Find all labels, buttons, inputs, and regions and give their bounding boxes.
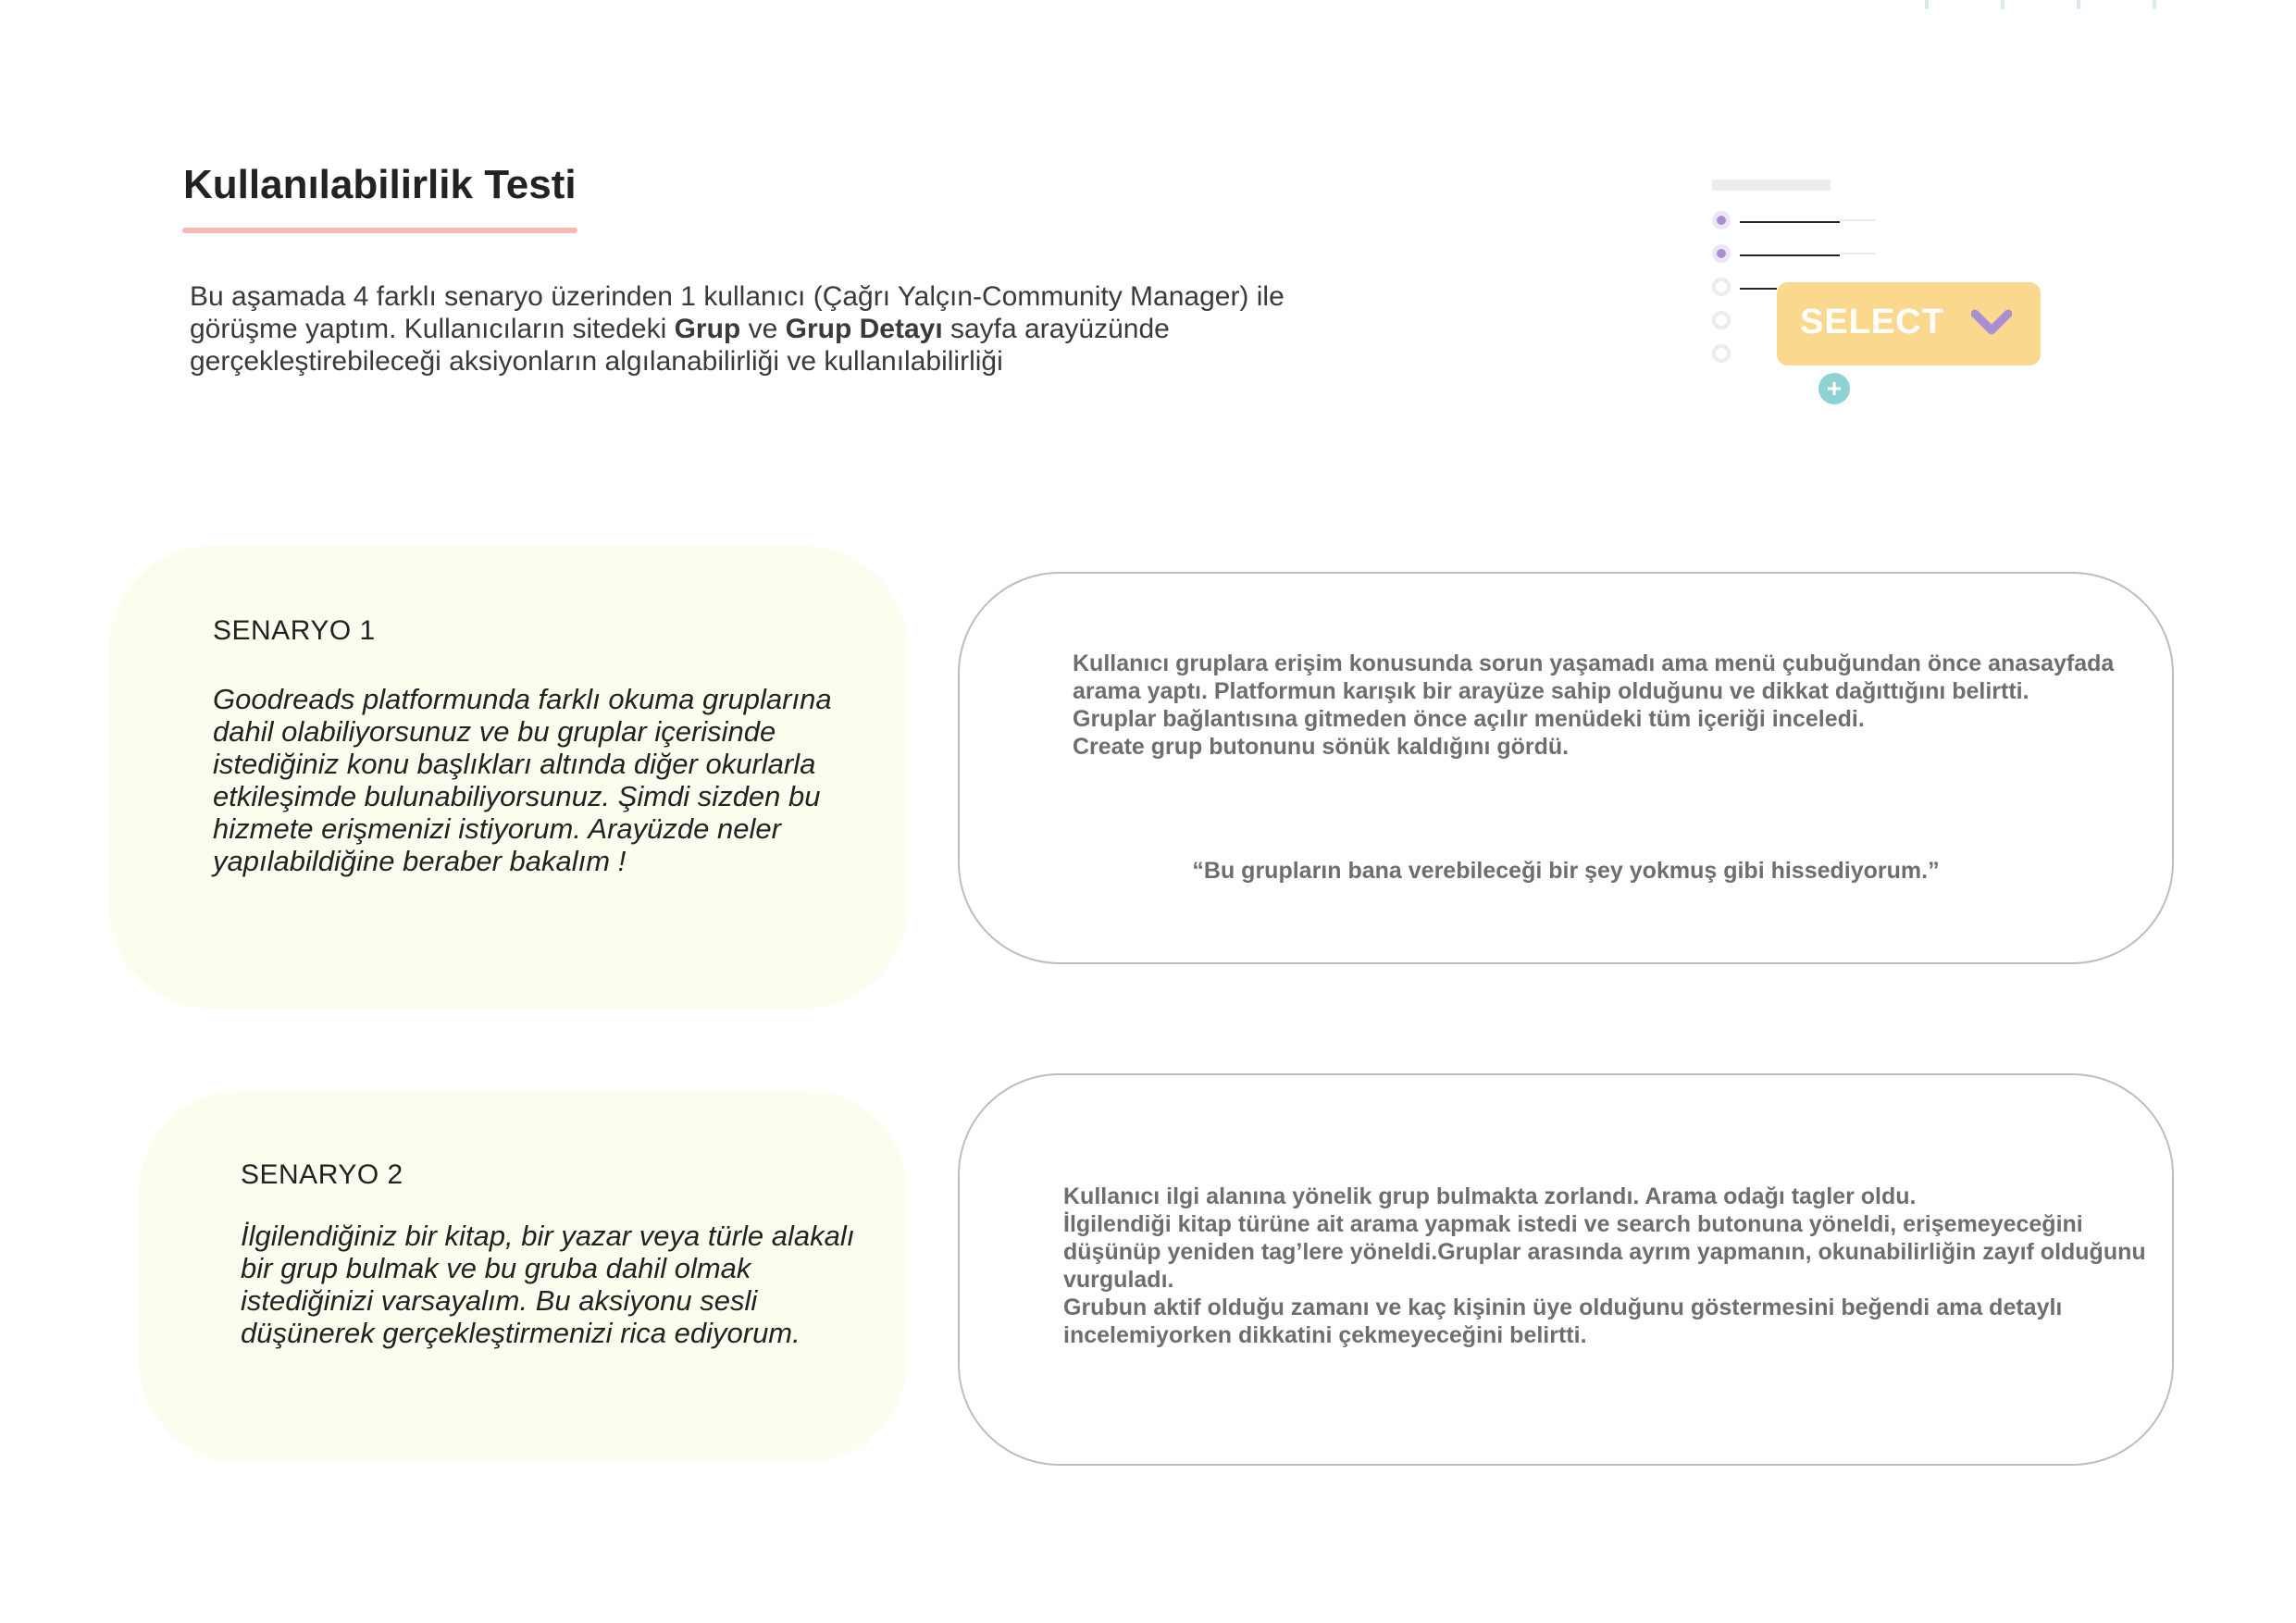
intro-text: Bu aşamada 4 farklı senaryo üzerinden 1 kullanıcı (Çağrı Yalçın-Community Manager) ile görüşme yaptım. Kullanıcıların sitedeki	[190, 281, 1285, 344]
select-label: SELECT	[1800, 303, 1944, 341]
intro-text: sayfa arayüzünde gerçekleştirebileceği aksiyonların algılanabilirliği ve kullanılabilirliği	[190, 314, 1170, 377]
radio-filled-icon	[1712, 211, 1731, 229]
radio-empty-icon	[1712, 311, 1731, 329]
title-underline	[182, 228, 577, 233]
intro-text: ve	[740, 314, 786, 344]
intro-paragraph	[190, 280, 1337, 378]
finding-text: Kullanıcı gruplara erişim konusunda sorun yaşamadı ama menü çubuğundan önce anasayfada arama yaptı. Platformun karışık bir arayüze sahip olduğunu ve dikkat dağıttığını belirtti. Gruplar bağlantısına gitmeden önce açılır menüdeki tüm içeriği inceledi. Create grup butonunu sönük kaldığını gördü.	[1073, 650, 2115, 760]
finding-text: Kullanıcı ilgi alanına yönelik grup bulmakta zorlandı. Arama odağı tagler oldu. İlgilendiği kitap türüne ait arama yapmak istedi ve search butonuna yöneldi, erişemeyeceğini düşünüp yeniden tag’lere yöneldi.Gruplar arasında ayrım yapmanın, okunabilirliğin zayıf olduğunu vurguladı. Grubun aktif olduğu zamanı ve kaç kişinin üye olduğunu göstermesini beğendi ama detaylı incelemiyorken dikkatini çekmeyeceğini belirtti.	[1063, 1183, 2146, 1348]
radio-filled-icon	[1712, 244, 1731, 263]
list-line	[1740, 254, 1840, 256]
top-decoration	[1925, 0, 2203, 11]
finding-card-1	[958, 572, 2174, 964]
list-line	[1740, 288, 1777, 290]
scenario-card-1	[109, 546, 907, 1009]
chevron-down-icon	[1971, 308, 2012, 338]
finding-card-2	[958, 1073, 2174, 1466]
intro-bold-grup-detayi: Grup Detayı	[785, 314, 943, 344]
scenario-title: SENARYO 2	[241, 1159, 403, 1190]
select-dropdown-illustration	[1777, 282, 2041, 365]
intro-bold-grup: Grup	[674, 314, 741, 344]
radio-empty-icon	[1712, 278, 1731, 296]
scenario-card-2	[139, 1090, 907, 1462]
scenario-title: SENARYO 1	[213, 615, 376, 646]
page-title: Kullanılabilirlik Testi	[183, 162, 577, 207]
plus-icon: +	[1818, 373, 1850, 404]
illustration-header-bar	[1712, 180, 1831, 191]
list-line	[1740, 221, 1840, 223]
finding-quote: “Bu grupların bana verebileceği bir şey yokmuş gibi hissediyorum.”	[1192, 858, 1940, 884]
scenario-text: İlgilendiğiniz bir kitap, bir yazar veya türle alakalı bir grup bulmak ve bu gruba dahil olmak istediğinizi varsayalım. Bu aksiyonu sesli düşünerek gerçekleştirmenizi rica ediyorum.	[241, 1220, 855, 1349]
scenario-text: Goodreads platformunda farklı okuma gruplarına dahil olabiliyorsunuz ve bu gruplar içerisinde istediğiniz konu başlıkları altında diğer okurlarla etkileşimde bulunabiliyorsunuz. Şimdi sizden bu hizmete erişmenizi istiyorum. Arayüzde neler yapılabildiğine beraber bakalım !	[213, 683, 832, 877]
select-illustration	[1712, 176, 2064, 416]
radio-empty-icon	[1712, 344, 1731, 363]
